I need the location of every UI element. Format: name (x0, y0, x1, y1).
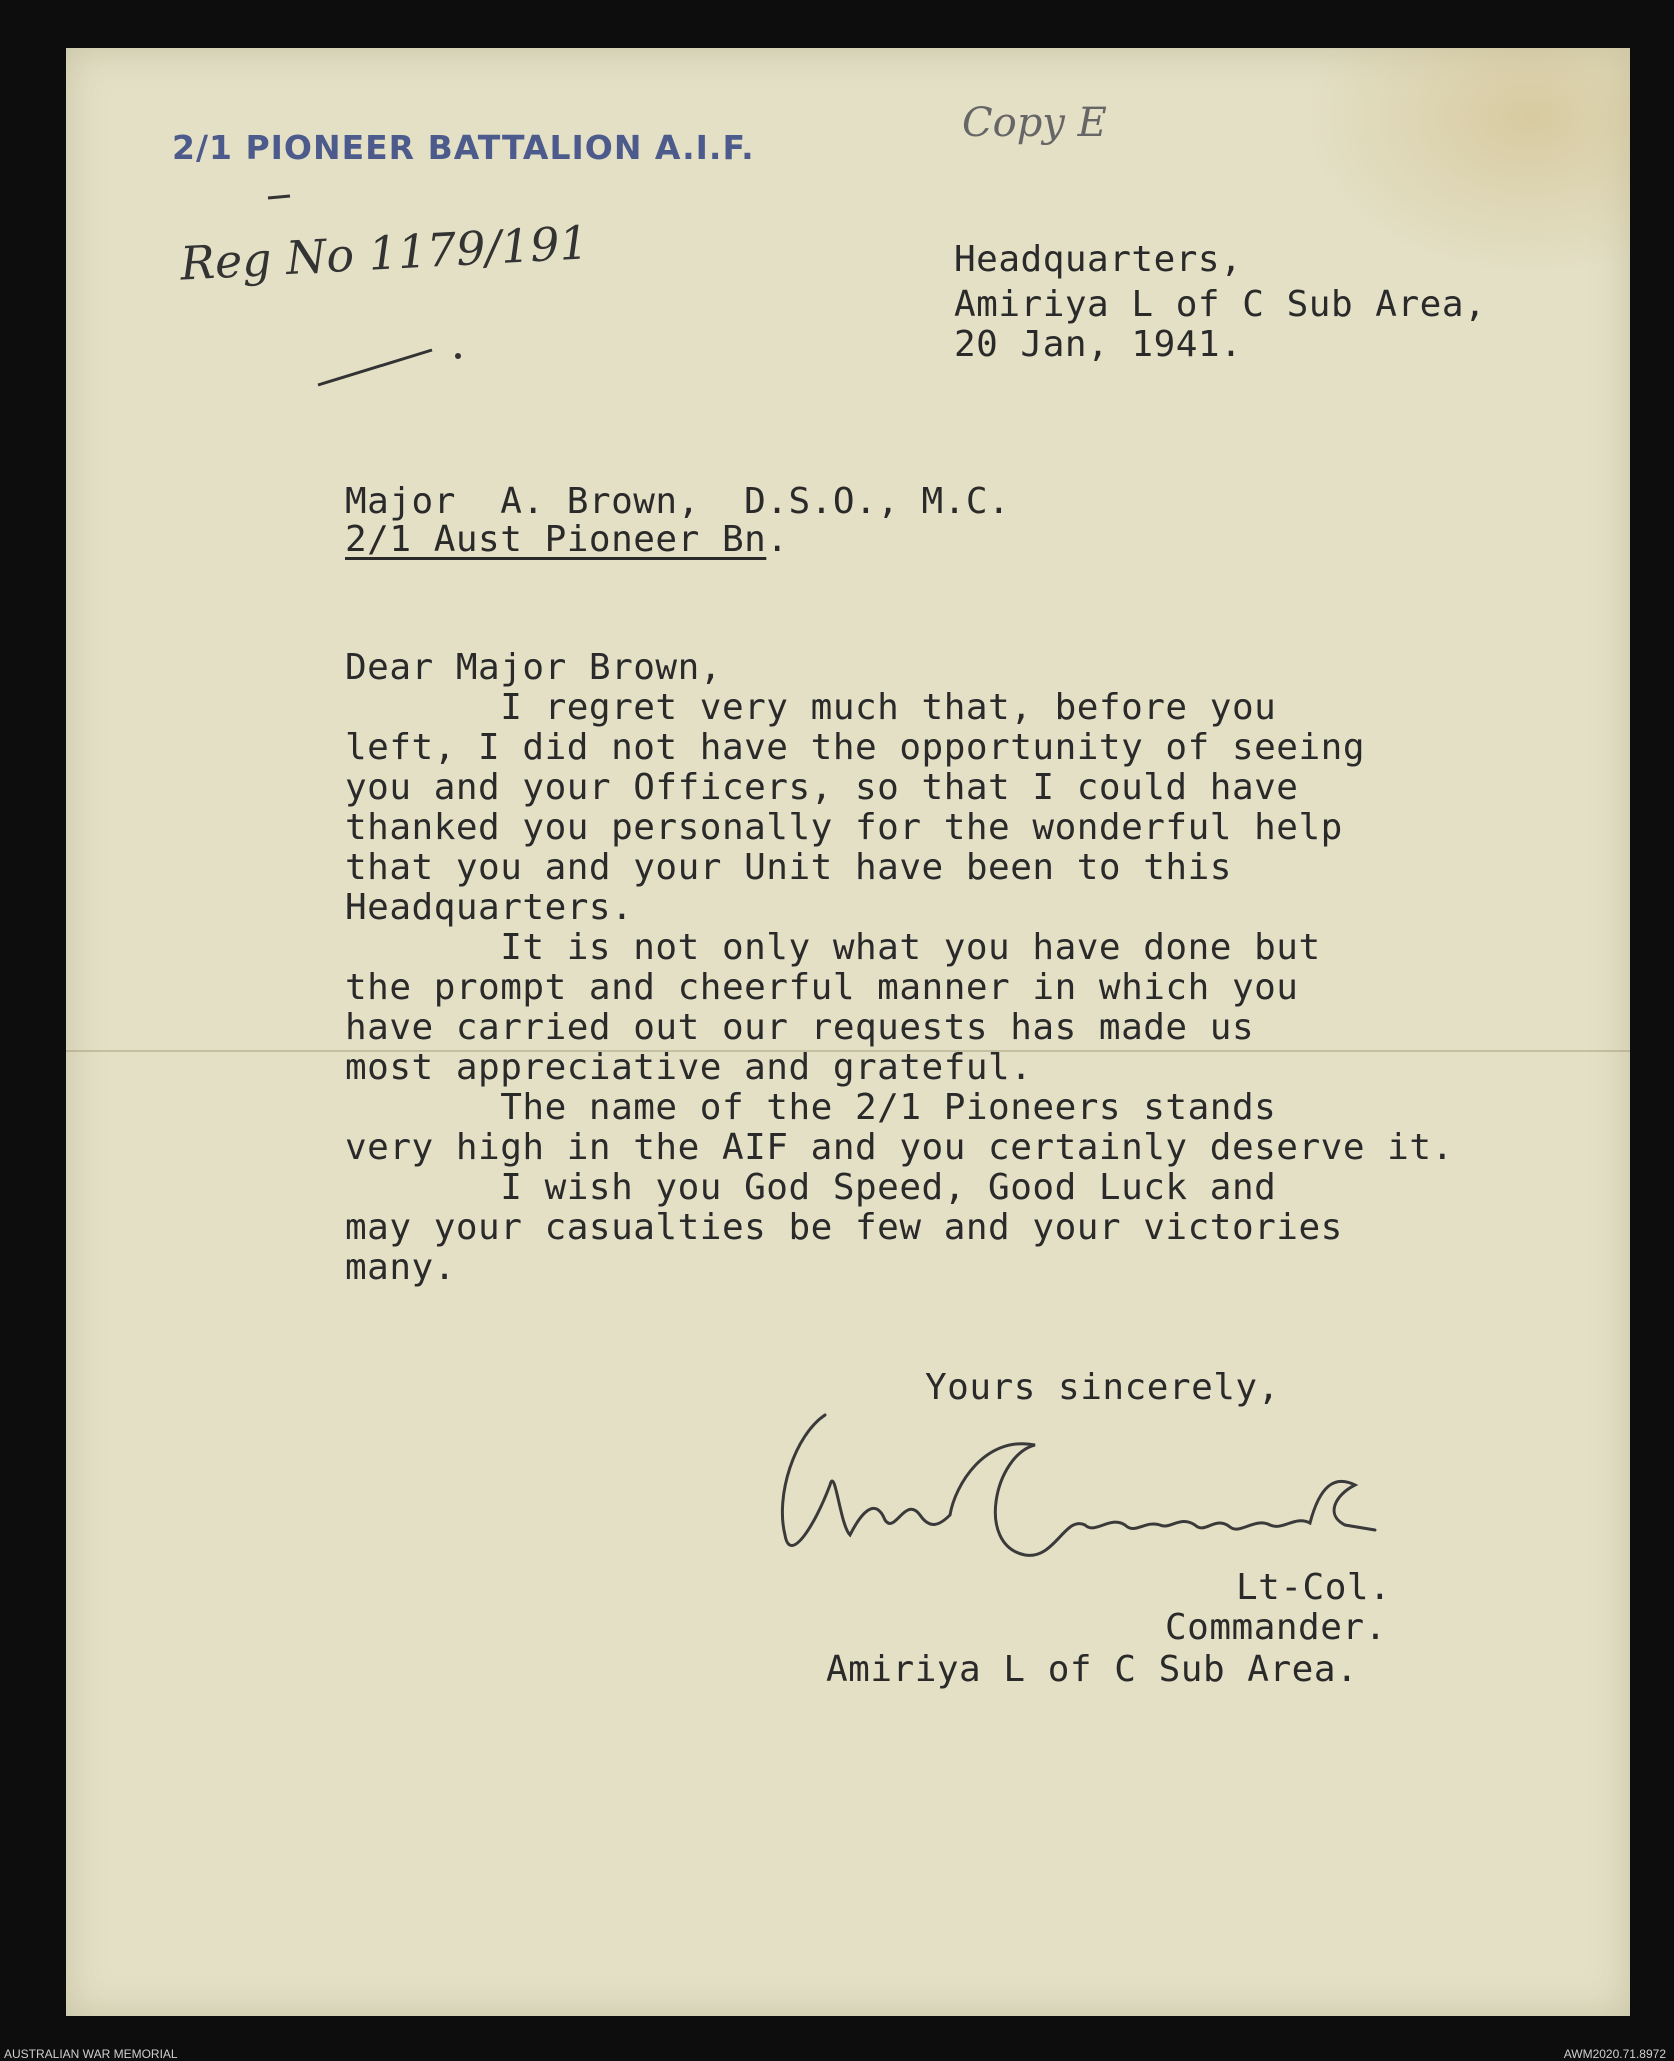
signatory-area: Amiriya L of C Sub Area. (826, 1649, 1359, 1690)
body-line: have carried out our requests has made us (345, 1007, 1255, 1048)
battalion-stamp: 2/1 PIONEER BATTALION A.I.F. (172, 128, 755, 167)
handwritten-copy-note: Copy E (962, 100, 1107, 146)
addressee-unit: 2/1 Aust Pioneer Bn (345, 519, 767, 560)
body-line: I wish you God Speed, Good Luck and (345, 1167, 1277, 1208)
body-line: I regret very much that, before you (345, 687, 1277, 728)
body-line: very high in the AIF and you certainly deserve it. (345, 1127, 1454, 1168)
body-line: you and your Officers, so that I could have (345, 767, 1299, 808)
handwritten-reg-number: Reg No 1179/191 (178, 215, 590, 291)
body-line: the prompt and cheerful manner in which you (345, 967, 1299, 1008)
salutation: Dear Major Brown, (345, 647, 722, 688)
addressee-unit-line (345, 520, 789, 560)
body-line: that you and your Unit have been to this (345, 847, 1232, 888)
header-date: 20 Jan, 1941. (954, 324, 1243, 365)
signatory-rank: Lt-Col. (1236, 1567, 1392, 1608)
signature-image (735, 1375, 1435, 1595)
body-line: thanked you personally for the wonderful help (345, 807, 1343, 848)
body-line: left, I did not have the opportunity of seeing (345, 727, 1365, 768)
footer-accession-number: AWM2020.71.8972 (1563, 2047, 1666, 2061)
footer-institution: AUSTRALIAN WAR MEMORIAL (4, 2047, 178, 2061)
body-line: may your casualties be few and your victories (345, 1207, 1343, 1248)
signatory-title: Commander. (1165, 1607, 1387, 1648)
addressee-unit-period: . (766, 519, 789, 560)
addressee-name: Major A. Brown, D.S.O., M.C. (345, 481, 1011, 522)
closing: Yours sincerely, (925, 1367, 1280, 1408)
body-line: Headquarters. (345, 887, 634, 928)
body-line: It is not only what you have done but (345, 927, 1321, 968)
header-line-1: Headquarters, (954, 239, 1243, 280)
body-line: most appreciative and grateful. (345, 1047, 1033, 1088)
header-line-2: Amiriya L of C Sub Area, (954, 284, 1487, 325)
body-line: The name of the 2/1 Pioneers stands (345, 1087, 1277, 1128)
body-line: many. (345, 1247, 456, 1288)
